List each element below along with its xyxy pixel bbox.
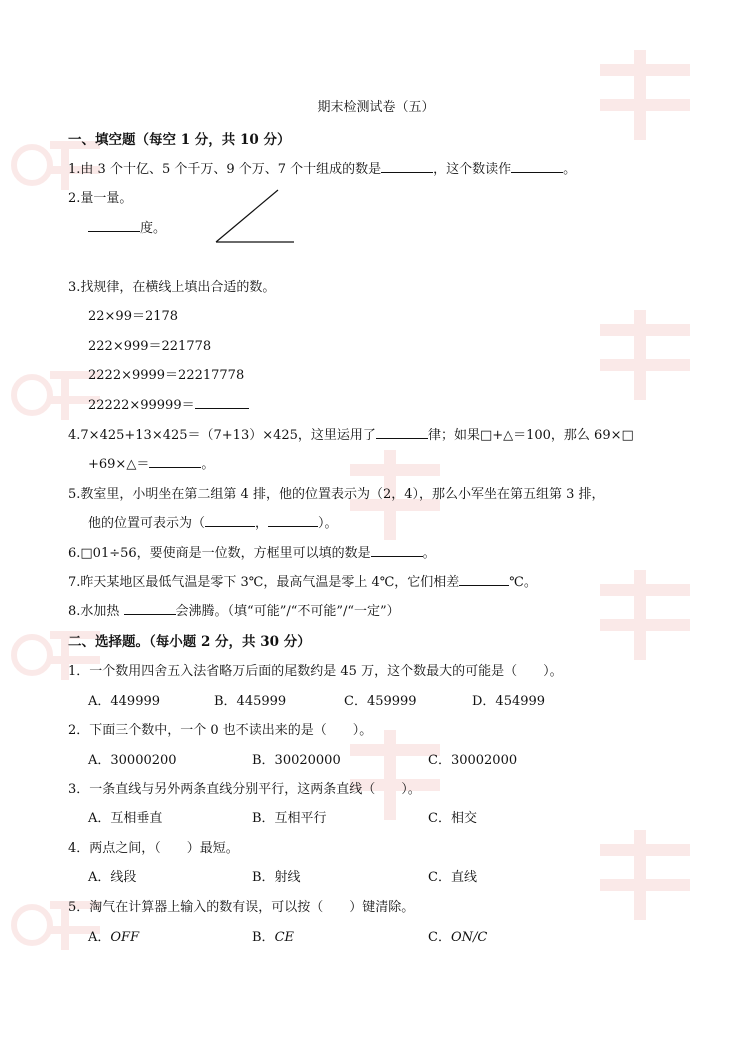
choice-4-option-a[interactable]: A．线段 bbox=[88, 870, 137, 885]
question-4-text-b: 律；如果□+△＝100，那么 69×□ bbox=[427, 428, 634, 443]
choice-question-2: 2．下面三个数中，一个 0 也不读出来的是（ ）。 bbox=[68, 723, 373, 738]
choice-question-5: 5．淘气在计算器上输入的数有误，可以按（ ）键清除。 bbox=[68, 900, 415, 915]
pattern-line-4 bbox=[88, 394, 249, 413]
watermark-logo-icon bbox=[580, 560, 710, 670]
option-prefix: C． bbox=[428, 930, 451, 945]
question-2-answer bbox=[88, 217, 166, 236]
question-5-text-b: ， bbox=[255, 516, 269, 531]
key-label-off: OFF bbox=[110, 930, 140, 945]
key-label-ce: CE bbox=[274, 930, 294, 945]
question-5-text-c: ）。 bbox=[318, 516, 338, 531]
choice-3-option-c[interactable]: C．相交 bbox=[428, 811, 477, 826]
angle-figure bbox=[210, 186, 300, 248]
answer-blank[interactable] bbox=[124, 602, 176, 615]
pattern-line-4-text: 22222×99999＝ bbox=[88, 398, 195, 413]
question-4-text-a: 4.7×425+13×425＝（7+13）×425，这里运用了 bbox=[68, 428, 376, 443]
question-6-text: 6.□01÷56，要使商是一位数，方框里可以填的数是 bbox=[68, 546, 371, 561]
question-8-end: 会沸腾。（填“可能”/“不可能”/“一定”） bbox=[175, 604, 400, 619]
question-7-text: 7.昨天某地区最低气温是零下 3℃，最高气温是零上 4℃，它们相差 bbox=[68, 575, 460, 590]
choice-2-option-a[interactable]: A．30000200 bbox=[88, 753, 177, 768]
choice-2-option-b[interactable]: B．30020000 bbox=[252, 753, 341, 768]
question-1-text-end: 。 bbox=[563, 162, 577, 177]
question-1 bbox=[68, 158, 576, 177]
question-8-text: 8.水加热 bbox=[68, 604, 124, 619]
watermark-logo-icon bbox=[580, 820, 710, 930]
answer-blank[interactable] bbox=[88, 219, 140, 232]
choice-4-option-c[interactable]: C．直线 bbox=[428, 870, 477, 885]
question-4-text-d: 。 bbox=[201, 457, 215, 472]
choice-question-3: 3．一条直线与另外两条直线分别平行，这两条直线（ ）。 bbox=[68, 782, 421, 797]
question-1-text-mid: ，这个数读作 bbox=[433, 162, 512, 177]
choice-1-option-c[interactable]: C．459999 bbox=[344, 694, 417, 709]
choice-4-option-b[interactable]: B．射线 bbox=[252, 870, 301, 885]
question-5-text-a: 他的位置可表示为（ bbox=[88, 516, 206, 531]
answer-blank[interactable] bbox=[149, 455, 201, 468]
answer-blank[interactable] bbox=[195, 396, 249, 409]
question-5-line-2 bbox=[88, 512, 338, 531]
choice-1-option-b[interactable]: B．445999 bbox=[214, 694, 287, 709]
answer-blank[interactable] bbox=[381, 160, 433, 173]
choice-question-4: 4．两点之间，（ ）最短。 bbox=[68, 841, 239, 856]
question-4-text-c: +69×△＝ bbox=[88, 457, 150, 472]
choice-question-1: 1．一个数用四舍五入法省略万后面的尾数约是 45 万，这个数最大的可能是（ ）。 bbox=[68, 664, 563, 679]
choice-5-option-c[interactable] bbox=[428, 926, 487, 945]
choice-1-option-d[interactable]: D．454999 bbox=[472, 694, 546, 709]
question-7 bbox=[68, 571, 537, 590]
question-2-label: 2.量一量。 bbox=[68, 191, 133, 206]
option-prefix: A． bbox=[88, 930, 111, 945]
question-6 bbox=[68, 542, 436, 561]
choice-5-option-b[interactable] bbox=[252, 926, 294, 945]
pattern-line-3: 2222×9999＝22217778 bbox=[88, 368, 245, 383]
answer-blank[interactable] bbox=[511, 160, 563, 173]
question-6-end: 。 bbox=[422, 546, 436, 561]
watermark-logo-icon bbox=[580, 40, 710, 150]
question-3-label: 3.找规律，在横线上填出合适的数。 bbox=[68, 280, 276, 295]
question-4-line-1 bbox=[68, 424, 634, 443]
section-heading-fill-in: 一、填空题（每空 1 分，共 10 分） bbox=[68, 132, 291, 148]
question-2-suffix: 度。 bbox=[140, 221, 167, 236]
choice-3-option-b[interactable]: B．互相平行 bbox=[252, 811, 327, 826]
key-label-on-c: ON/C bbox=[450, 930, 488, 945]
choice-1-option-a[interactable]: A．449999 bbox=[88, 694, 161, 709]
answer-blank[interactable] bbox=[205, 514, 255, 527]
answer-blank[interactable] bbox=[459, 573, 509, 586]
question-1-text: 1.由 3 个十亿、5 个千万、9 个万、7 个十组成的数是 bbox=[68, 162, 382, 177]
question-4-line-2 bbox=[88, 453, 214, 472]
choice-2-option-c[interactable]: C．30002000 bbox=[428, 753, 518, 768]
answer-blank[interactable] bbox=[376, 426, 428, 439]
answer-blank[interactable] bbox=[371, 544, 423, 557]
choice-3-option-a[interactable]: A．互相垂直 bbox=[88, 811, 163, 826]
watermark-logo-icon bbox=[580, 300, 710, 410]
question-5-line-1: 5.教室里，小明坐在第二组第 4 排，他的位置表示为（2，4），那么小军坐在第五组第 3 排， bbox=[68, 487, 605, 502]
choice-5-option-a[interactable] bbox=[88, 926, 139, 945]
option-prefix: B． bbox=[252, 930, 275, 945]
answer-blank[interactable] bbox=[268, 514, 318, 527]
pattern-line-2: 222×999＝221778 bbox=[88, 339, 212, 354]
question-8 bbox=[68, 600, 400, 619]
section-heading-multiple-choice: 二、选择题。（每小题 2 分，共 30 分） bbox=[68, 634, 311, 650]
page-title: 期末检测试卷（五） bbox=[317, 100, 435, 115]
question-7-end: ℃。 bbox=[509, 575, 537, 590]
pattern-line-1: 22×99＝2178 bbox=[88, 309, 179, 324]
